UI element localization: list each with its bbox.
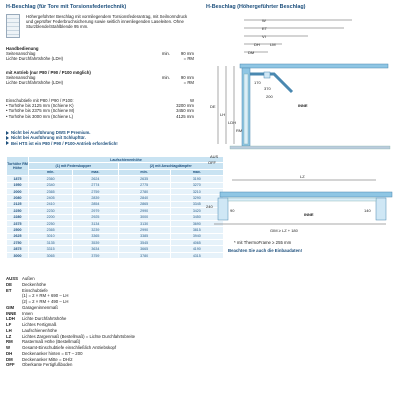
cell-value: 4190	[170, 246, 223, 252]
cell-value: 2200	[29, 214, 73, 220]
section-title-right: H-Beschlag (Höhergeführter Beschlag)	[206, 4, 306, 10]
cell-value: 3190	[170, 176, 223, 182]
sub-header-2: (2) mit Anschlagdämpfer	[118, 163, 223, 169]
einbaudaten-note: Beachten Sie auch die Einbaudaten!	[228, 248, 303, 253]
label-inne: INNE	[298, 103, 308, 108]
spec-min	[142, 80, 170, 85]
legend-desc: (1) = 2 × RM + 690 – LH	[22, 293, 69, 299]
cell-value: 2635	[118, 176, 170, 182]
cell-value: 2250	[29, 220, 73, 226]
label-aus: AUS	[210, 154, 219, 159]
cell-value: 2405	[29, 195, 73, 201]
dim-vi: VI	[262, 34, 266, 39]
einschub-row	[6, 114, 194, 119]
label-inne-plan: INNE	[304, 212, 314, 217]
legend-key: ET	[6, 287, 12, 293]
cell-value: 2865	[118, 201, 170, 207]
label-off: OFF	[208, 160, 216, 165]
antrieb-block	[6, 70, 194, 86]
cell-value: 3545	[118, 240, 170, 246]
bullet-text: Nicht bei Ausführung mit Schlupftür.	[11, 135, 86, 141]
legend-key: OFF	[6, 362, 15, 368]
legend-key: W	[6, 345, 11, 350]
spec-row	[6, 80, 194, 85]
abbreviation-legend	[6, 276, 135, 368]
cell-rm: 2875	[7, 246, 29, 252]
cell-rm: 2625	[7, 233, 29, 239]
cell-value: 2839	[73, 195, 118, 201]
triangle-bullet-icon	[6, 131, 9, 135]
dim-lm: LM	[270, 42, 276, 47]
spec-min	[142, 56, 170, 61]
col-max: max.	[73, 169, 118, 175]
garage-door-icon	[6, 14, 20, 38]
legend-desc: Garageninnenmaß	[22, 304, 58, 310]
legend-desc: (2) = 2 × RM + 490 – LH	[22, 299, 69, 304]
table-row	[7, 252, 224, 258]
cell-value: 2230	[29, 208, 73, 214]
cell-value: 2624	[73, 176, 118, 182]
cell-value: 3365	[73, 233, 118, 239]
dim-w: W	[262, 18, 266, 23]
dim-370: 370	[264, 86, 271, 91]
legend-desc: Deckenanker Mitte = DH/2	[22, 356, 73, 362]
triangle-bullet-icon	[6, 136, 9, 140]
einschub-label: Einschubtiefe mit P80 / P90 / P100:	[6, 98, 74, 103]
thermoframe-note: * mit ThermoFrame ≥ 255 mm	[234, 240, 292, 245]
group-header: Laufschienenhöhe	[29, 157, 224, 163]
einschub-col: W	[189, 98, 194, 103]
dim-et: ET	[262, 26, 268, 31]
cell-value: 2925	[73, 214, 118, 220]
legend-desc: Laufschienenhöhe	[22, 327, 58, 333]
cell-value: 2990	[118, 227, 170, 233]
cell-rm: 2750	[7, 240, 29, 246]
spec-value: 90 mm	[180, 75, 194, 81]
einschub-row-value: 4125 mm	[176, 113, 194, 119]
cell-value: 2840	[118, 195, 170, 201]
cell-rm: 2000	[7, 188, 29, 194]
cell-value: 2360	[29, 176, 73, 182]
cell-value: 3815	[170, 227, 223, 233]
legend-key: LH	[6, 327, 12, 333]
dim-gim: GIM ≥ LZ + 180	[270, 228, 298, 233]
einschub-row-label: • Torhöhe bis 2375 mm (Schiene M)	[6, 108, 75, 114]
einschub-row-label: • Torhöhe bis 2125 mm (Schiene K)	[6, 103, 74, 109]
section-title-left: H-Beschlag (für Tore mit Torsionsfedertechnik)	[6, 4, 127, 10]
cell-value: 3450	[170, 214, 223, 220]
dim-240: 240	[206, 204, 213, 209]
legend-key: LDH	[6, 316, 15, 322]
cell-value: 3210	[170, 188, 223, 194]
spec-row	[6, 56, 194, 61]
cell-rm: 2250	[7, 208, 29, 214]
legend-key: DE	[6, 281, 12, 287]
cell-value: 3000	[118, 214, 170, 220]
legend-desc: Lichtes Fertigmaß	[22, 322, 57, 327]
col-min: min.	[29, 169, 73, 175]
cell-rm: 2080	[7, 195, 29, 201]
cell-value: 3385	[118, 233, 170, 239]
cell-value: 3780	[118, 252, 170, 258]
cell-value: 3345	[170, 201, 223, 207]
dim-dh: DH	[254, 42, 260, 47]
dim-dm: DM	[248, 50, 255, 55]
antrieb-heading: mit Antrieb (nur P80 / P90 / P100 möglich)	[6, 70, 91, 75]
cell-rm: 1875	[7, 176, 29, 182]
cell-value: 3134	[73, 220, 118, 226]
spec-min: min.	[161, 51, 170, 57]
legend-key: AUSS	[6, 276, 18, 281]
legend-desc: Deckenhöhe	[22, 281, 47, 287]
legend-desc: Einschubtiefe	[22, 287, 48, 293]
legend-key: GIM	[6, 304, 15, 310]
dim-de: DE	[210, 104, 216, 109]
legend-desc: Außen	[22, 276, 35, 281]
cell-value: 2979	[73, 208, 118, 214]
legend-item	[6, 362, 135, 368]
cell-value: 3130	[118, 220, 170, 226]
handbedienung-heading: Handbedienung	[6, 46, 39, 51]
legend-key: INNE	[6, 310, 17, 316]
legend-desc: Gesamt-Einschubtiefe einschließlich Antriebskopf	[22, 345, 117, 350]
bullet-item	[6, 141, 118, 146]
einschub-block	[6, 98, 194, 119]
cell-value: 4065	[170, 240, 223, 246]
cell-value: 3940	[170, 233, 223, 239]
bullet-text: Bei HTS ist ein P80 / P90 / P100-Antrieb erforderlich!	[11, 140, 118, 146]
legend-key: RM	[6, 339, 13, 345]
einschub-row-label: • Torhöhe bis 3000 mm (Schiene L)	[6, 113, 74, 119]
legend-key: DH	[6, 350, 13, 356]
legend-desc: Innen	[22, 310, 33, 316]
dim-200: 200	[266, 94, 273, 99]
cell-value: 3665	[118, 246, 170, 252]
cell-value: 2775	[118, 182, 170, 188]
cell-value: 2854	[73, 201, 118, 207]
handbedienung-block	[6, 46, 194, 62]
cell-value: 3759	[73, 252, 118, 258]
cell-value: 3065	[29, 252, 73, 258]
spec-label: Lichte Durchfahrtshöhe (LDH)	[6, 80, 64, 86]
triangle-bullet-icon	[6, 141, 9, 145]
legend-desc: Lichte Durchfahrtshöhe	[22, 316, 67, 322]
cell-rm: 2280	[7, 214, 29, 220]
cell-value: 2780	[118, 188, 170, 194]
cell-value: 3270	[170, 182, 223, 188]
cell-value: 3539	[73, 240, 118, 246]
col-header-rm: Torhöhe RM Höhe	[7, 157, 29, 176]
legend-desc: Oberkante Fertigfußboden	[22, 362, 73, 368]
intro-text: Höhergeführter Beschlag mit vormilegendem Torsionsfederantrag, mit Seilnormdruck und geprüfter Federbruchsicherung sowie seitlich innenliegenden Laseleiten. Ohne Sturzblende/Stahlblende 95 mm.	[26, 14, 188, 30]
legend-key: DM	[6, 356, 13, 362]
cell-value: 2340	[29, 182, 73, 188]
legend-key: LF	[6, 322, 12, 327]
einschub-row-value: 3450 mm	[176, 108, 194, 114]
spec-label: Lichte Durchfahrtshöhe (LDH)	[6, 56, 64, 62]
dim-lz: LZ	[300, 174, 305, 179]
spec-value: = RM	[183, 56, 194, 62]
dim-ldh: LDH	[228, 120, 237, 125]
cell-value: 3239	[73, 227, 118, 233]
cell-value: 3420	[170, 208, 223, 214]
spec-value: = RM	[183, 80, 194, 86]
laufschienen-table	[6, 156, 224, 259]
cell-value: 3634	[73, 246, 118, 252]
legend-desc: Deckenanker hinten = ET – 200	[22, 350, 83, 356]
technical-drawing	[204, 12, 398, 237]
cell-rm: 2500	[7, 227, 29, 233]
cell-rm: 2125	[7, 201, 29, 207]
spec-value: 90 mm	[180, 51, 194, 57]
cell-value: 2365	[29, 188, 73, 194]
dim-lh: LH	[220, 112, 226, 117]
cell-value: 3290	[170, 195, 223, 201]
cell-rm: 3000	[7, 252, 29, 258]
cell-value: 3010	[29, 233, 73, 239]
bullet-text: Nicht bei Ausführung DWS P Premium.	[11, 130, 91, 135]
col-min: min.	[118, 169, 170, 175]
spec-min: min.	[161, 75, 170, 81]
cell-value: 2365	[29, 227, 73, 233]
legend-key: LZ	[6, 333, 12, 339]
col-max: max.	[170, 169, 223, 175]
legend-desc: Rastermaß Höhe (Bestellmaß)	[22, 339, 81, 345]
table-body	[7, 176, 224, 259]
dim-rm: RM	[236, 128, 243, 133]
bullet-list	[6, 130, 118, 146]
cell-rm: 2375	[7, 220, 29, 226]
spec-label: Seitenanschlag	[6, 51, 36, 57]
cell-value: 2990	[118, 208, 170, 214]
einschub-row-value: 3200 mm	[176, 103, 194, 109]
cell-value: 4315	[170, 252, 223, 258]
cell-value: 2774	[73, 182, 118, 188]
cell-value: 2759	[73, 188, 118, 194]
dim-140: 140	[364, 208, 371, 213]
cell-rm: 1950	[7, 182, 29, 188]
cell-value: 2410	[29, 201, 73, 207]
legend-desc: Lichtes Zargenmaß (Bestellmaß) = Lichte Durchfahrtsbreite	[22, 333, 136, 339]
cell-value: 3135	[29, 240, 73, 246]
cell-value: 3315	[29, 246, 73, 252]
dim-90: 90	[230, 208, 235, 213]
sub-header-1: (1) mit Federskopper	[29, 163, 119, 169]
spec-label: Seitenanschlag	[6, 75, 36, 81]
dim-170: 170	[254, 80, 261, 85]
cell-value: 3690	[170, 220, 223, 226]
